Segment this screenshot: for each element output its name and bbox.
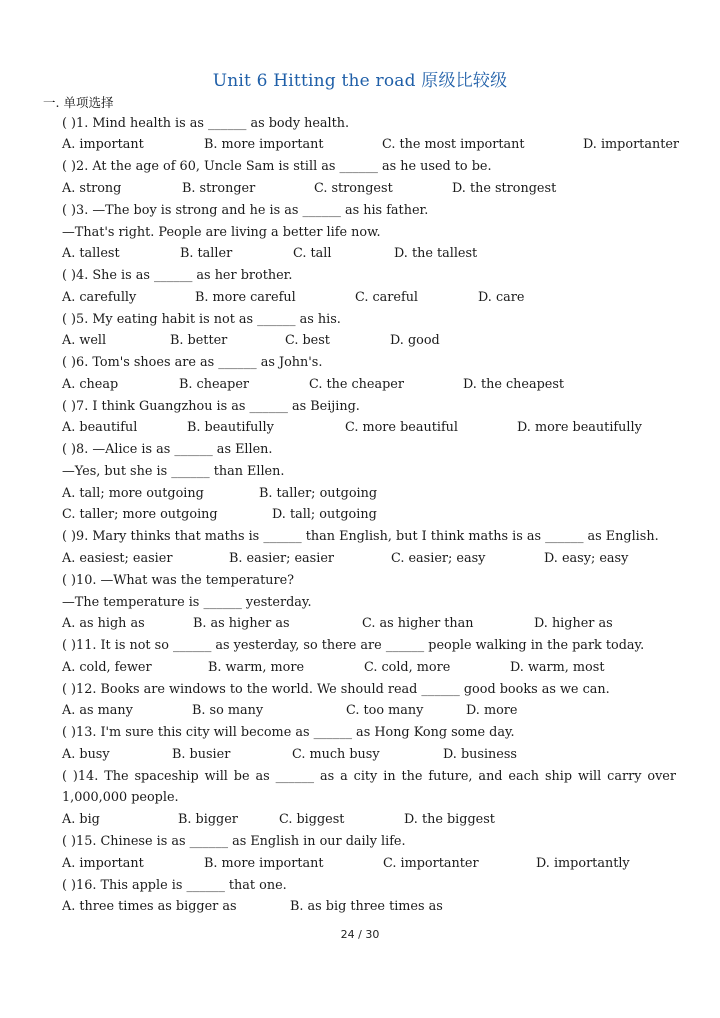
question-stem: ( )11. It is not so ______ as yesterday, so there are ______ people walking in the park today. <box>62 638 645 653</box>
answer-option: C. the cheaper <box>309 377 404 392</box>
answer-option: C. careful <box>355 290 419 305</box>
answer-option: C. importanter <box>383 856 479 871</box>
answer-option: B. busier <box>172 747 231 762</box>
answer-option: D. tall; outgoing <box>272 507 377 522</box>
answer-option: C. the most important <box>382 137 525 152</box>
question-stem: ( )9. Mary thinks that maths is ______ than English, but I think maths is as ______ as English. <box>62 529 659 544</box>
answer-option: C. easier; easy <box>391 551 486 566</box>
question-stem: ( )6. Tom's shoes are as ______ as John's. <box>62 355 323 370</box>
answer-option: D. higher as <box>534 616 613 631</box>
answer-option: A. important <box>62 856 144 871</box>
answer-option: A. important <box>62 137 144 152</box>
question-stem: ( )3. —The boy is strong and he is as ______ as his father. <box>62 203 429 218</box>
answer-option: C. biggest <box>279 812 345 827</box>
answer-option: B. as higher as <box>193 616 290 631</box>
answer-option: C. tall <box>293 246 332 261</box>
answer-option: B. so many <box>192 703 264 718</box>
answer-option: A. beautiful <box>62 420 138 435</box>
answer-option: D. easy; easy <box>544 551 629 566</box>
answer-option: B. taller <box>180 246 233 261</box>
answer-option: B. taller; outgoing <box>259 486 378 501</box>
answer-option: B. more important <box>204 137 324 152</box>
question-stem: ( )1. Mind health is as ______ as body health. <box>62 116 350 131</box>
answer-option: D. good <box>390 333 440 348</box>
answer-option: D. care <box>478 290 525 305</box>
answer-option: C. as higher than <box>362 616 474 631</box>
document-title: Unit 6 Hitting the road 原级比较级 <box>212 71 508 91</box>
question-stem: ( )5. My eating habit is not as ______ as his. <box>62 312 341 327</box>
question-stem: ( )15. Chinese is as ______ as English in our daily life. <box>62 834 406 849</box>
answer-option: A. three times as bigger as <box>62 899 237 914</box>
answer-option: B. stronger <box>182 181 256 196</box>
answer-option: A. cheap <box>62 377 119 392</box>
question-stem: ( )10. —What was the temperature? <box>62 573 295 588</box>
answer-option: B. as big three times as <box>290 899 443 914</box>
question-stem: ( )7. I think Guangzhou is as ______ as Beijing. <box>62 399 360 414</box>
question-stem: ( )14. The spaceship will be as ______ as a city in the future, and each ship will carry over <box>62 769 676 784</box>
answer-option: D. the biggest <box>404 812 495 827</box>
question-stem: ( )16. This apple is ______ that one. <box>62 878 287 893</box>
question-stem: ( )12. Books are windows to the world. We should read ______ good books as we can. <box>62 682 610 697</box>
answer-option: B. warm, more <box>208 660 305 675</box>
answer-option: D. warm, most <box>510 660 605 675</box>
page-number: 24 / 30 <box>340 928 380 941</box>
question-stem: ( )2. At the age of 60, Uncle Sam is still as ______ as he used to be. <box>62 159 492 174</box>
answer-option: A. easiest; easier <box>62 551 173 566</box>
answer-option: A. big <box>62 812 100 827</box>
question-stem-continued: —The temperature is ______ yesterday. <box>62 595 312 610</box>
answer-option: B. easier; easier <box>229 551 335 566</box>
answer-option: A. tall; more outgoing <box>62 486 204 501</box>
answer-option: B. cheaper <box>179 377 250 392</box>
answer-option: D. the strongest <box>452 181 557 196</box>
question-stem: ( )4. She is as ______ as her brother. <box>62 268 293 283</box>
answer-option: A. strong <box>62 181 122 196</box>
answer-option: B. more important <box>204 856 324 871</box>
answer-option: A. well <box>62 333 107 348</box>
answer-option: A. carefully <box>62 290 137 305</box>
section-heading: 一. 单项选择 <box>43 95 114 110</box>
answer-option: B. more careful <box>195 290 296 305</box>
answer-option: D. business <box>443 747 517 762</box>
answer-option: D. importanter <box>583 137 680 152</box>
question-stem-continued: —Yes, but she is ______ than Ellen. <box>62 464 285 479</box>
answer-option: C. too many <box>346 703 424 718</box>
answer-option: C. strongest <box>314 181 393 196</box>
answer-option: C. taller; more outgoing <box>62 507 218 522</box>
answer-option: A. busy <box>62 747 110 762</box>
answer-option: A. as high as <box>62 616 145 631</box>
answer-option: D. more <box>466 703 518 718</box>
answer-option: C. more beautiful <box>345 420 459 435</box>
answer-option: B. beautifully <box>187 420 274 435</box>
question-stem: ( )8. —Alice is as ______ as Ellen. <box>62 442 273 457</box>
answer-option: B. bigger <box>178 812 238 827</box>
answer-option: C. best <box>285 333 330 348</box>
question-stem-continued: —That's right. People are living a better life now. <box>62 225 381 240</box>
answer-option: D. the cheapest <box>463 377 565 392</box>
question-stem-continued: 1,000,000 people. <box>62 790 179 805</box>
answer-option: D. importantly <box>536 856 630 871</box>
answer-option: A. as many <box>62 703 133 718</box>
answer-option: C. cold, more <box>364 660 451 675</box>
answer-option: D. the tallest <box>394 246 478 261</box>
answer-option: A. cold, fewer <box>62 660 152 675</box>
answer-option: D. more beautifully <box>517 420 642 435</box>
answer-option: A. tallest <box>62 246 120 261</box>
answer-option: B. better <box>170 333 228 348</box>
answer-option: C. much busy <box>292 747 380 762</box>
question-stem: ( )13. I'm sure this city will become as ______ as Hong Kong some day. <box>62 725 515 740</box>
